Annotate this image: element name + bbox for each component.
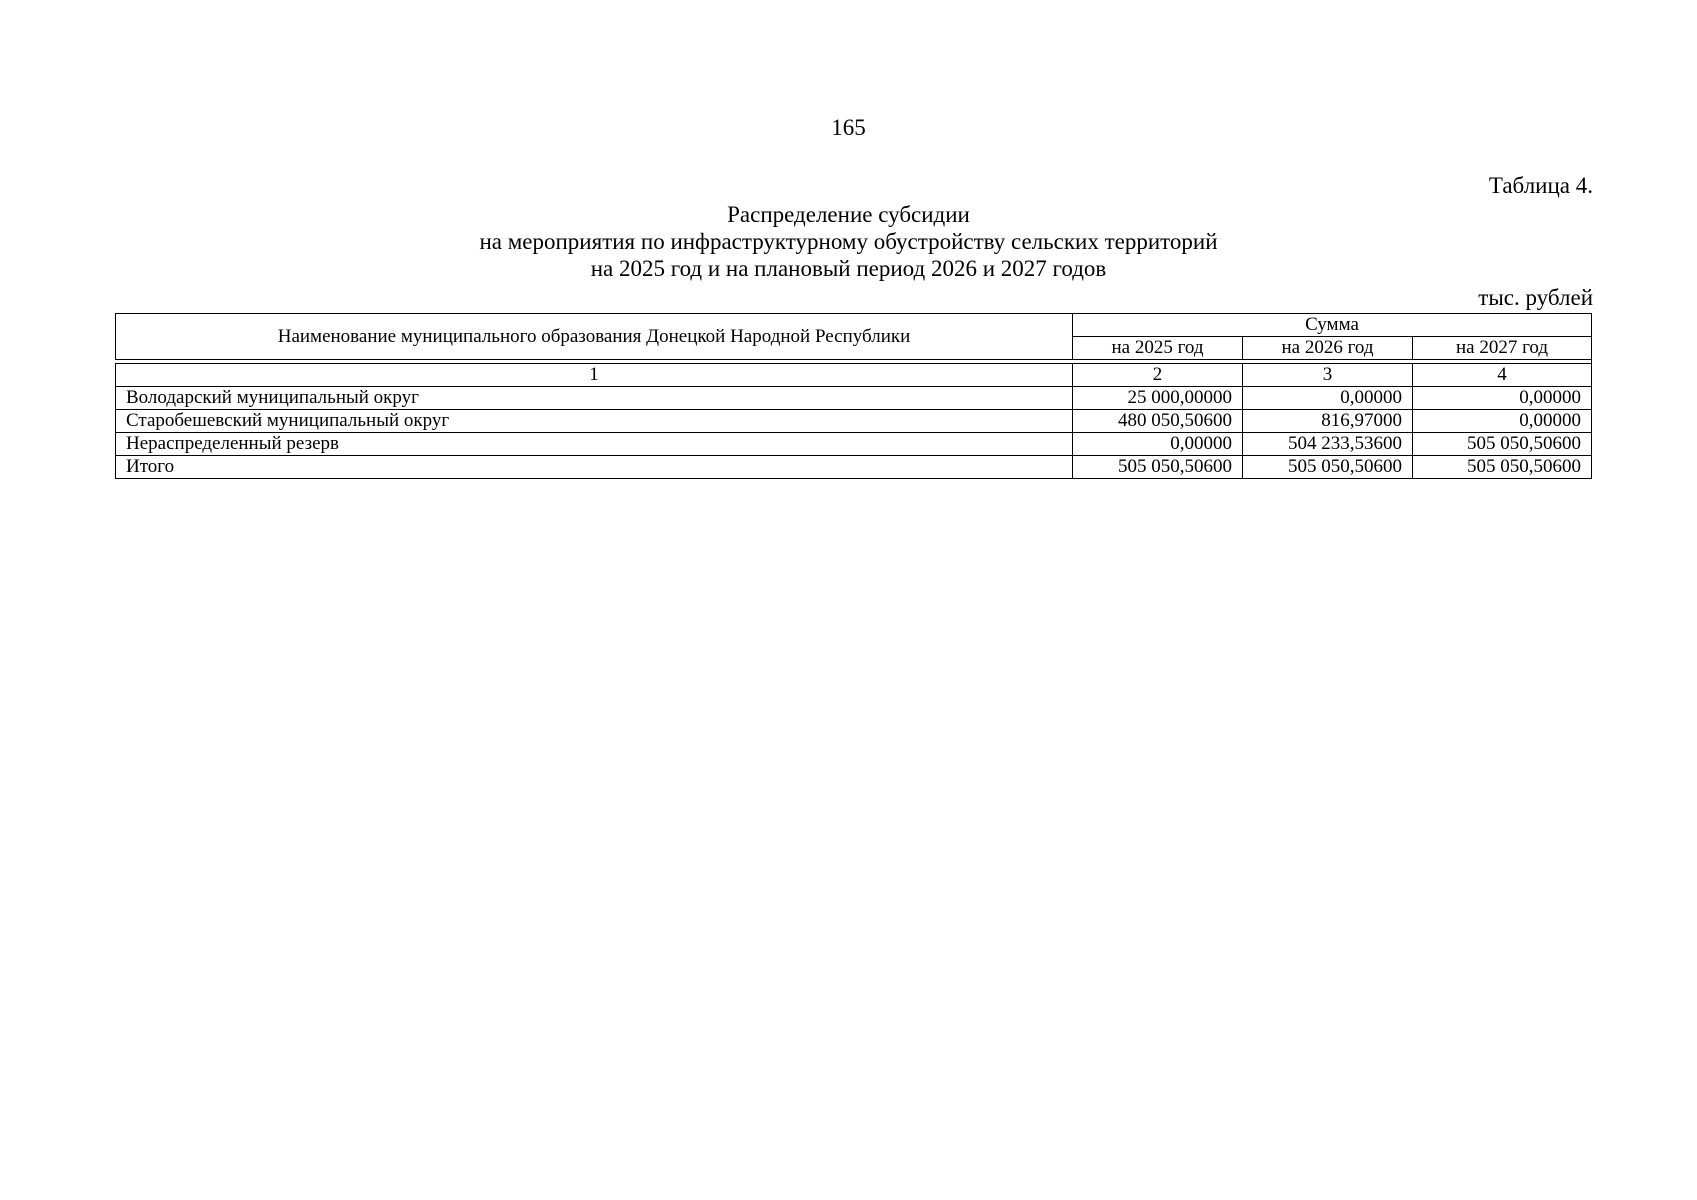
row-value-2027: 0,00000 [1412, 409, 1592, 432]
col-number-2: 2 [1072, 363, 1242, 386]
row-value-2026: 0,00000 [1242, 386, 1412, 409]
table-numbering-row [115, 363, 1592, 386]
header-name-col: Наименование муниципального образования Донецкой Народной Республики [115, 313, 1072, 360]
row-value-2026: 504 233,53600 [1242, 432, 1412, 455]
row-value-2027: 505 050,50600 [1412, 455, 1592, 479]
table-total-row [115, 455, 1592, 479]
title-line-1: Распределение субсидии [727, 202, 970, 227]
header-sum-group: Сумма [1072, 313, 1592, 336]
row-value-2027: 0,00000 [1412, 386, 1592, 409]
header-year-2026: на 2026 год [1242, 336, 1412, 360]
row-value-2025: 480 050,50600 [1072, 409, 1242, 432]
table-row [115, 409, 1592, 432]
title-line-2: на мероприятия по инфраструктурному обустройству сельских территорий [479, 229, 1218, 254]
row-value-2026: 816,97000 [1242, 409, 1412, 432]
header-year-2025: на 2025 год [1072, 336, 1242, 360]
row-value-2026: 505 050,50600 [1242, 455, 1412, 479]
row-name: Старобешевский муниципальный округ [115, 409, 1072, 432]
col-number-1: 1 [115, 363, 1072, 386]
table-header-row-1 [115, 313, 1592, 336]
row-name: Володарский муниципальный округ [115, 386, 1072, 409]
page-number: 165 [831, 115, 866, 140]
col-number-4: 4 [1412, 363, 1592, 386]
header-year-2027: на 2027 год [1412, 336, 1592, 360]
title-line-3: на 2025 год и на плановый период 2026 и 2027 годов [590, 256, 1107, 281]
row-value-2027: 505 050,50600 [1412, 432, 1592, 455]
col-number-3: 3 [1242, 363, 1412, 386]
table-row [115, 432, 1592, 455]
table-row [115, 386, 1592, 409]
row-value-2025: 25 000,00000 [1072, 386, 1242, 409]
row-name: Итого [115, 455, 1072, 479]
document-title [0, 201, 1697, 282]
subsidy-table [115, 313, 1592, 479]
row-value-2025: 505 050,50600 [1072, 455, 1242, 479]
units-label: тыс. рублей [1478, 285, 1593, 310]
row-name: Нераспределенный резерв [115, 432, 1072, 455]
row-value-2025: 0,00000 [1072, 432, 1242, 455]
table-label: Таблица 4. [1488, 173, 1593, 198]
